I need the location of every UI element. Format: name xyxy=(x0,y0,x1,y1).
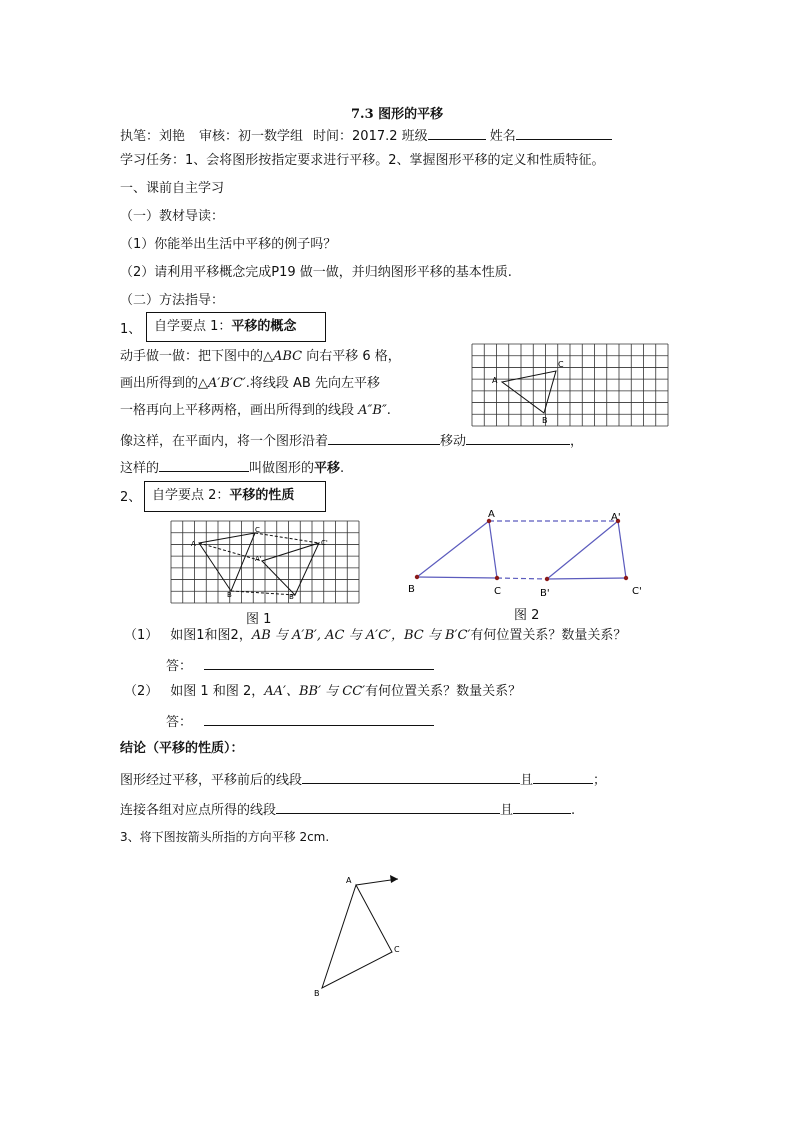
instruction-line: 画出所得到的△A′B′C′.将线段 AB 先向左平移 xyxy=(120,376,380,391)
figure-1 xyxy=(171,521,359,603)
answer-blank[interactable] xyxy=(466,431,570,445)
class-label: 班级 xyxy=(401,129,428,144)
arrow-head-icon xyxy=(390,875,398,883)
conclusion-line: 图形经过平移，平移前后的线段 且 ； xyxy=(120,770,606,789)
question-1: （1）你能举出生活中平移的例子吗？ xyxy=(120,237,337,252)
question-item: （2） 如图 1 和图 2，AA′、BB′ 与 CC′有何位置关系？数量关系？ xyxy=(124,684,522,699)
triangle-abc xyxy=(502,371,556,413)
vertex-label: A xyxy=(346,876,352,885)
vertex-label: A xyxy=(492,376,498,385)
task-3: 3、将下图按箭头所指的方向平移 2cm. xyxy=(120,830,330,844)
vertex-label: A xyxy=(488,509,495,520)
dashed-segment xyxy=(497,578,547,579)
vertex-point xyxy=(415,575,419,579)
answer-blank[interactable] xyxy=(328,431,440,445)
answer-blank[interactable] xyxy=(276,800,500,814)
vertex-label: A' xyxy=(611,512,621,523)
question-item: （1） 如图1和图2，AB 与 A′B′, AC 与 A′C′，BC 与 B′C′有何位置关系？数量关系？ xyxy=(124,628,627,643)
answer-blank[interactable] xyxy=(513,800,571,814)
conclusion-heading: 结论（平移的性质）： xyxy=(120,741,244,756)
vertex-label: C' xyxy=(632,586,642,597)
dashed-segment xyxy=(199,543,262,561)
conclusion-line: 连接各组对应点所得的线段 且 . xyxy=(120,800,575,819)
instruction-line: 一格再向上平移两格，画出所得到的线段 A″B″. xyxy=(120,403,391,418)
translation-grid xyxy=(472,344,668,426)
triangle-abc-prime xyxy=(262,543,319,595)
figure-2-caption: 图 2 xyxy=(514,608,540,623)
key-point-title: 自学要点 1：平移的概念 xyxy=(154,319,297,334)
vertex-label: B' xyxy=(540,588,550,599)
vertex-point xyxy=(495,576,499,580)
learning-task: 学习任务：1、会将图形按指定要求进行平移。2、掌握图形平移的定义和性质特征。 xyxy=(120,153,605,168)
segment xyxy=(417,521,489,577)
answer-blank[interactable] xyxy=(159,458,249,472)
reviewer: 审核：初一数学组 xyxy=(199,129,304,144)
fill-line: 这样的 叫做图形的平移. xyxy=(120,458,344,477)
segment xyxy=(489,521,497,578)
vertex-label: A xyxy=(191,540,196,548)
vertex-label: C xyxy=(494,586,501,597)
answer-line: 答： xyxy=(166,712,434,731)
key-point-box xyxy=(146,312,326,342)
time: 时间：2017.2 xyxy=(313,129,398,144)
author: 执笔：刘艳 xyxy=(120,129,186,144)
name-label: 姓名 xyxy=(489,129,516,144)
vertex-point xyxy=(624,576,628,580)
subsection-heading: （二）方法指导： xyxy=(120,293,225,308)
key-point-title: 自学要点 2：平移的性质 xyxy=(152,488,295,503)
fill-line: 像这样，在平面内，将一个图形沿着 移动 ， xyxy=(120,431,583,450)
vertex-label: B xyxy=(408,584,415,595)
answer-blank[interactable] xyxy=(204,712,434,726)
segment xyxy=(417,577,497,578)
figure-2 xyxy=(400,505,660,605)
answer-blank[interactable] xyxy=(302,770,520,784)
instruction-line: 动手做一做：把下图中的△ABC 向右平移 6 格， xyxy=(120,349,401,364)
vertex-label: A' xyxy=(255,555,262,563)
segment xyxy=(547,521,618,579)
section-heading: 一、课前自主学习 xyxy=(120,181,225,196)
point-number: 2、 xyxy=(120,490,142,505)
vertex-label: C xyxy=(255,526,260,534)
vertex-label: B xyxy=(227,591,232,599)
answer-blank[interactable] xyxy=(204,656,434,670)
vertex-label: C' xyxy=(321,539,328,547)
vertex-label: B xyxy=(542,416,548,425)
vertex-point xyxy=(545,577,549,581)
vertex-label: B' xyxy=(289,593,296,601)
triangle-abc xyxy=(199,533,255,591)
header-line xyxy=(120,126,612,145)
vertex-label: C xyxy=(394,945,400,954)
answer-blank[interactable] xyxy=(533,770,593,784)
page-title: 7.3 图形的平移 xyxy=(351,107,444,122)
name-blank[interactable] xyxy=(516,126,612,140)
vertex-label: B xyxy=(314,989,320,998)
segment xyxy=(547,578,626,579)
subsection-heading: （一）教材导读： xyxy=(120,209,225,224)
segment xyxy=(618,521,626,578)
figure-1-caption: 图 1 xyxy=(246,612,272,627)
point-number: 1、 xyxy=(120,322,142,337)
question-2: （2）请利用平移概念完成P19 做一做，并归纳图形平移的基本性质. xyxy=(120,265,512,280)
triangle-abc xyxy=(322,885,392,988)
key-point-box xyxy=(144,481,326,512)
answer-line: 答： xyxy=(166,656,434,675)
class-blank[interactable] xyxy=(428,126,486,140)
task-3-figure xyxy=(310,870,420,1000)
vertex-label: C xyxy=(558,360,564,369)
